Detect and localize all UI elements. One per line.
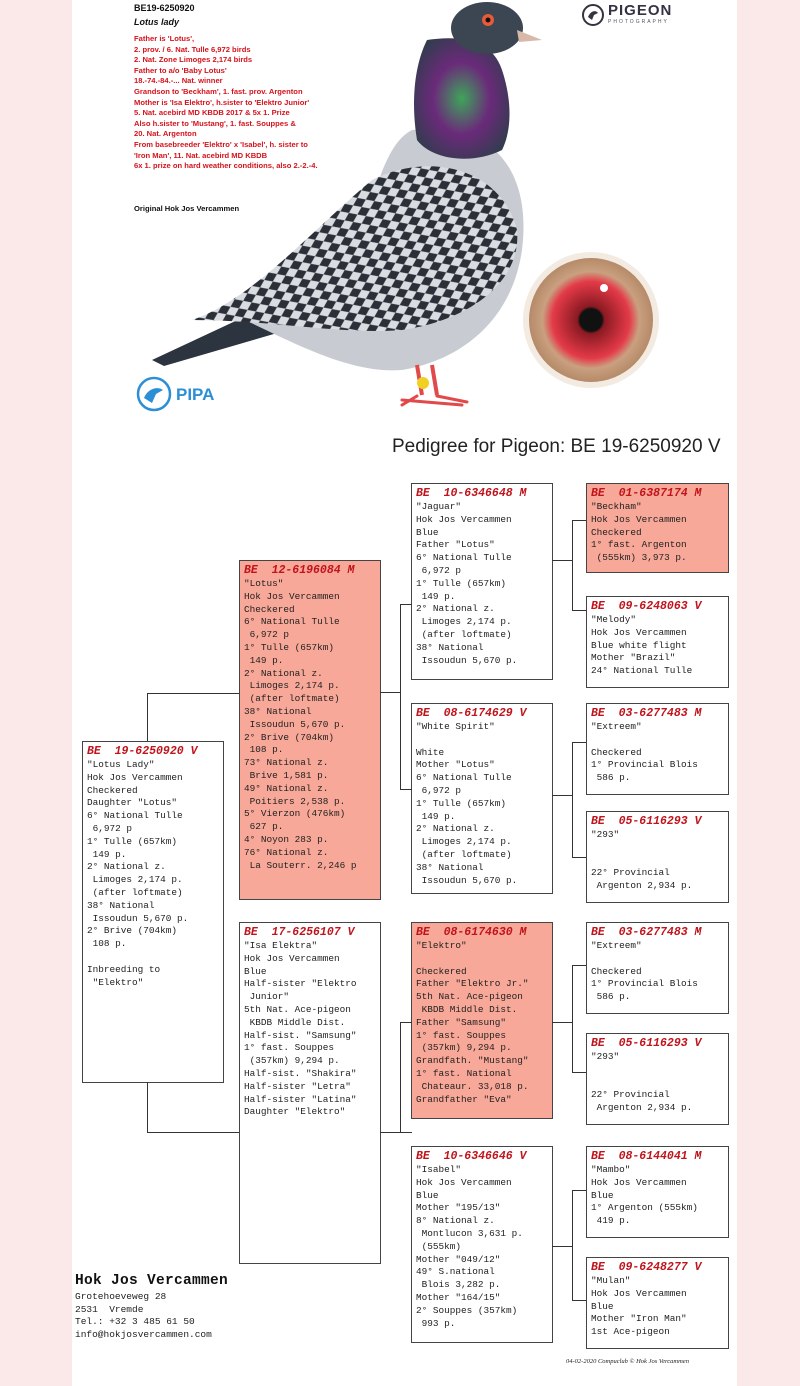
pedigree-line: Hok Jos Vercammen bbox=[87, 771, 183, 783]
pedigree-line: 1° fast. Souppes bbox=[244, 1042, 335, 1054]
pedigree-line: Father "Elektro Jr." bbox=[416, 978, 529, 990]
pedigree-line: 6,972 p bbox=[244, 629, 290, 641]
pedigree-box-ddd bbox=[586, 1257, 729, 1349]
pedigree-line: Argenton 2,934 p. bbox=[591, 880, 693, 892]
pedigree-line: "293" bbox=[591, 1051, 620, 1062]
pedigree-line bbox=[591, 1064, 724, 1077]
pedigree-line: 1° Provincial Blois bbox=[591, 978, 698, 990]
pedigree-line: "Beckham" bbox=[591, 501, 642, 512]
address-line: info@hokjosvercammen.com bbox=[75, 1328, 212, 1340]
pedigree-ring-number: BE 17-6256107 V bbox=[244, 926, 355, 939]
pedigree-line bbox=[591, 1077, 724, 1090]
pedigree-line: Blois 3,282 p. bbox=[416, 1279, 501, 1291]
pedigree-box-ssd bbox=[586, 596, 729, 688]
pedigree-line: (after loftmate) bbox=[244, 693, 340, 705]
pedigree-line: White bbox=[416, 746, 445, 758]
pedigree-line: Hok Jos Vercammen bbox=[416, 1176, 512, 1188]
pedigree-line: Hok Jos Vercammen bbox=[591, 1287, 687, 1299]
pedigree-line: (555km) bbox=[416, 1240, 462, 1252]
logo-text-photography: PHOTOGRAPHY bbox=[608, 19, 669, 25]
pedigree-line: La Souterr. 2,246 p bbox=[244, 859, 357, 871]
bird-origin: Original Hok Jos Vercammen bbox=[134, 204, 240, 213]
pedigree-line: 6° National Tulle bbox=[244, 616, 340, 628]
pedigree-line: Chateaur. 33,018 p. bbox=[416, 1080, 529, 1092]
address-line: 2531 Vremde bbox=[75, 1303, 144, 1315]
pipa-logo-text: PIPA bbox=[176, 385, 215, 404]
pedigree-line: 6,972 p bbox=[416, 564, 462, 576]
pedigree-box-dam bbox=[239, 922, 381, 1264]
pedigree-line: 24° National Tulle bbox=[591, 665, 693, 677]
pedigree-line: 5° Vierzon (476km) bbox=[244, 808, 346, 820]
pedigree-line bbox=[591, 842, 724, 855]
pedigree-line: Limoges 2,174 p. bbox=[87, 874, 183, 886]
pedigree-line: 76° National z. bbox=[244, 846, 329, 858]
bird-ring-number: BE19-6250920 bbox=[134, 3, 195, 13]
info-line: 20. Nat. Argenton bbox=[134, 129, 197, 139]
pedigree-line: "Mambo" bbox=[591, 1164, 631, 1175]
pedigree-line: Hok Jos Vercammen bbox=[591, 513, 687, 525]
pedigree-line: 38° National bbox=[87, 899, 155, 911]
pedigree-line: 6,972 p bbox=[87, 822, 133, 834]
pedigree-line: Limoges 2,174 p. bbox=[416, 836, 512, 848]
pedigree-line: 1° Provincial Blois bbox=[591, 759, 698, 771]
pedigree-line: Father "Samsung" bbox=[416, 1016, 507, 1028]
info-line: 18.-74.-84.-... Nat. winner bbox=[134, 76, 223, 86]
pedigree-line: (after loftmate) bbox=[416, 848, 512, 860]
pedigree-line bbox=[416, 734, 548, 747]
pedigree-line: Argenton 2,934 p. bbox=[591, 1102, 693, 1114]
pedigree-line: Blue bbox=[416, 1189, 439, 1201]
pedigree-line: Blue white flight bbox=[591, 639, 687, 651]
pedigree-line: Mother "049/12" bbox=[416, 1253, 501, 1265]
pedigree-line: 4° Noyon 283 p. bbox=[244, 833, 329, 845]
pedigree-line: (after loftmate) bbox=[87, 886, 183, 898]
pedigree-line: "Isa Elektra" bbox=[244, 940, 318, 951]
pedigree-ring-number: BE 12-6196084 M bbox=[244, 564, 355, 577]
pedigree-line: Blue bbox=[416, 526, 439, 538]
pedigree-line: KBDB Middle Dist. bbox=[416, 1003, 518, 1015]
pedigree-line: (after loftmate) bbox=[416, 628, 512, 640]
pedigree-line: "Isabel" bbox=[416, 1164, 462, 1175]
pedigree-line: Checkered bbox=[591, 746, 642, 758]
pipa-logo bbox=[136, 376, 215, 417]
pedigree-line: Hok Jos Vercammen bbox=[244, 590, 340, 602]
pedigree-line: 1° fast. National bbox=[416, 1067, 512, 1079]
pedigree-line: Checkered bbox=[591, 526, 642, 538]
pedigree-line: 1° Tulle (657km) bbox=[416, 577, 507, 589]
pedigree-line: 2° National z. bbox=[244, 667, 323, 679]
pedigree-line: 38° National bbox=[416, 861, 484, 873]
pedigree-box-sds bbox=[586, 703, 729, 795]
pedigree-line: 586 p. bbox=[591, 772, 631, 784]
pedigree-line: 108 p. bbox=[244, 744, 284, 756]
pedigree-line: Hok Jos Vercammen bbox=[591, 626, 687, 638]
pedigree-ring-number: BE 01-6387174 M bbox=[591, 487, 702, 500]
leg-band bbox=[417, 377, 429, 389]
address-line: Tel.: +32 3 485 61 50 bbox=[75, 1316, 195, 1328]
pedigree-ring-number: BE 08-6144041 M bbox=[591, 1150, 702, 1163]
breeder-name: Hok Jos Vercammen bbox=[75, 1273, 229, 1289]
pedigree-ring-number: BE 03-6277483 M bbox=[591, 707, 702, 720]
pedigree-line: Hok Jos Vercammen bbox=[591, 1176, 687, 1188]
bird-info-list bbox=[134, 34, 394, 172]
info-line: Father is 'Lotus', bbox=[134, 34, 195, 43]
info-line: 6x 1. prize on hard weather conditions, also 2.-2.-4. bbox=[134, 161, 318, 171]
pedigree-line: 6° National Tulle bbox=[416, 552, 512, 564]
pedigree-line: Checkered bbox=[416, 965, 467, 977]
pedigree-line: Mother "Brazil" bbox=[591, 652, 676, 664]
info-line: 2. Nat. Zone Limoges 2,174 birds bbox=[134, 55, 253, 65]
pedigree-line: Montlucon 3,631 p. bbox=[416, 1227, 523, 1239]
info-line: 'Iron Man', 11. Nat. acebird MD KBDB bbox=[134, 150, 268, 160]
pedigree-ring-number: BE 10-6346646 V bbox=[416, 1150, 527, 1163]
info-line: Also h.sister to 'Mustang', 1. fast. Souppes & bbox=[134, 118, 296, 128]
pedigree-line: 1° Tulle (657km) bbox=[416, 797, 507, 809]
info-line: 2. prov. / 6. Nat. Tulle 6,972 birds bbox=[134, 44, 251, 54]
pedigree-line: (555km) 3,973 p. bbox=[591, 552, 687, 564]
pedigree-line: Grandfather "Eva" bbox=[416, 1093, 512, 1105]
pigeon-logo-icon bbox=[582, 4, 604, 26]
pedigree-line: Issoudun 5,670 p. bbox=[244, 718, 346, 730]
pedigree-line: Half-sister "Elektro bbox=[244, 978, 357, 990]
pedigree-line: Daughter "Elektro" bbox=[244, 1106, 346, 1118]
info-line: 5. Nat. acebird MD KBDB 2017 & 5x 1. Prize bbox=[134, 108, 290, 118]
pedigree-ring-number: BE 19-6250920 V bbox=[87, 745, 198, 758]
pedigree-line: KBDB Middle Dist. bbox=[244, 1016, 346, 1028]
pedigree-line: 22° Provincial bbox=[591, 1089, 670, 1101]
pedigree-box-dss bbox=[586, 922, 729, 1014]
pedigree-line: 38° National bbox=[244, 705, 312, 717]
eye-closeup bbox=[529, 258, 653, 382]
pedigree-box-sss bbox=[586, 483, 729, 573]
pedigree-line: Checkered bbox=[591, 965, 642, 977]
print-note: 04-02-2020 Compuclub © Hok Jos Vercammen bbox=[566, 1358, 689, 1365]
breeder-address bbox=[75, 1291, 228, 1341]
pedigree-line: Half-sist. "Samsung" bbox=[244, 1029, 357, 1041]
pedigree-line: 1° fast. Argenton bbox=[591, 539, 687, 551]
bird-name: Lotus lady bbox=[134, 17, 180, 27]
pedigree-line: "Jaguar" bbox=[416, 501, 462, 512]
pedigree-box-dsd bbox=[586, 1033, 729, 1125]
pedigree-line: "White Spirit" bbox=[416, 721, 495, 732]
pedigree-line: 49° National z. bbox=[244, 782, 329, 794]
pedigree-line: 1° Tulle (657km) bbox=[244, 641, 335, 653]
pedigree-line: 149 p. bbox=[416, 590, 456, 602]
pedigree-line: 2° National z. bbox=[87, 861, 166, 873]
pedigree-line: 22° Provincial bbox=[591, 867, 670, 879]
pedigree-line: 1st Ace-pigeon bbox=[591, 1326, 670, 1338]
pedigree-line: Blue bbox=[591, 1300, 614, 1312]
pedigree-line: "Lotus" bbox=[244, 578, 284, 589]
pedigree-line: (357km) 9,294 p. bbox=[416, 1042, 512, 1054]
pedigree-line: Issoudun 5,670 p. bbox=[416, 654, 518, 666]
pedigree-line: 38° National bbox=[416, 641, 484, 653]
pedigree-line: Mother "Lotus" bbox=[416, 759, 495, 771]
info-line: Grandson to 'Beckham', 1. fast. prov. Argenton bbox=[134, 86, 303, 96]
pedigree-line: Father "Lotus" bbox=[416, 539, 495, 551]
pedigree-line: Hok Jos Vercammen bbox=[244, 952, 340, 964]
pedigree-line: 149 p. bbox=[87, 848, 127, 860]
pedigree-line: Checkered bbox=[244, 603, 295, 615]
pedigree-title: Pedigree for Pigeon: BE 19-6250920 V bbox=[392, 436, 721, 457]
pedigree-line: 2° National z. bbox=[416, 823, 495, 835]
pedigree-line: 586 p. bbox=[591, 991, 631, 1003]
pedigree-line: "293" bbox=[591, 829, 620, 840]
pedigree-line: (357km) 9,294 p. bbox=[244, 1055, 340, 1067]
pedigree-line: 1° Argenton (555km) bbox=[591, 1202, 698, 1214]
pedigree-line bbox=[591, 953, 724, 966]
pedigree-line: Junior" bbox=[244, 991, 290, 1003]
pedigree-line: 149 p. bbox=[416, 810, 456, 822]
pedigree-box-ss bbox=[411, 483, 553, 680]
pedigree-ring-number: BE 09-6248277 V bbox=[591, 1261, 702, 1274]
pedigree-line: 108 p. bbox=[87, 938, 127, 950]
pedigree-line bbox=[416, 953, 548, 966]
pedigree-line: Grandfath. "Mustang" bbox=[416, 1055, 529, 1067]
pedigree-line: 1° Tulle (657km) bbox=[87, 835, 178, 847]
pedigree-ring-number: BE 08-6174630 M bbox=[416, 926, 527, 939]
pedigree-line: Issoudun 5,670 p. bbox=[416, 874, 518, 886]
pedigree-line: Mother "164/15" bbox=[416, 1291, 501, 1303]
pedigree-line bbox=[591, 855, 724, 868]
pedigree-line: 2° Brive (704km) bbox=[244, 731, 335, 743]
pedigree-line: Mother "195/13" bbox=[416, 1202, 501, 1214]
pedigree-line: 6,972 p bbox=[416, 784, 462, 796]
pedigree-line: 6° National Tulle bbox=[87, 810, 183, 822]
pedigree-line: 149 p. bbox=[244, 654, 284, 666]
pipa-bird-icon bbox=[136, 376, 172, 412]
pedigree-line bbox=[87, 951, 219, 964]
address-line: Grotehoeveweg 28 bbox=[75, 1291, 167, 1302]
pedigree-line: Issoudun 5,670 p. bbox=[87, 912, 189, 924]
logo-text-pigeon: PIGEON bbox=[608, 2, 673, 19]
pedigree-line: "Extreem" bbox=[591, 721, 642, 732]
pedigree-box-sdd bbox=[586, 811, 729, 903]
pedigree-line: 2° Souppes (357km) bbox=[416, 1304, 518, 1316]
pedigree-line bbox=[591, 734, 724, 747]
pedigree-box-sd bbox=[411, 703, 553, 894]
pedigree-line: "Elektro" bbox=[87, 976, 144, 988]
pedigree-line: "Mulan" bbox=[591, 1275, 631, 1286]
pedigree-line: 49° S.national bbox=[416, 1266, 495, 1278]
pedigree-line: Blue bbox=[244, 965, 267, 977]
pedigree-line: 5th Nat. Ace-pigeon bbox=[416, 991, 523, 1003]
pedigree-line: 8° National z. bbox=[416, 1215, 495, 1227]
pedigree-line: Half-sister "Letra" bbox=[244, 1080, 351, 1092]
pedigree-line: Brive 1,581 p. bbox=[244, 769, 329, 781]
pedigree-line: 2° Brive (704km) bbox=[87, 925, 178, 937]
pedigree-line: Blue bbox=[591, 1189, 614, 1201]
info-line: Father to a/o 'Baby Lotus' bbox=[134, 65, 227, 75]
pedigree-line: Half-sister "Latina" bbox=[244, 1093, 357, 1105]
pedigree-line: "Extreem" bbox=[591, 940, 642, 951]
pedigree-line: 993 p. bbox=[416, 1317, 456, 1329]
pedigree-line: 73° National z. bbox=[244, 757, 329, 769]
pedigree-line: Limoges 2,174 p. bbox=[244, 680, 340, 692]
info-line: From basebreeder 'Elektro' x 'Isabel', h. sister to bbox=[134, 139, 308, 149]
pedigree-line: Inbreeding to bbox=[87, 963, 161, 975]
pedigree-box-sire bbox=[239, 560, 381, 900]
pedigree-ring-number: BE 03-6277483 M bbox=[591, 926, 702, 939]
pedigree-line: Poitiers 2,538 p. bbox=[244, 795, 346, 807]
pedigree-line: Daughter "Lotus" bbox=[87, 797, 178, 809]
pedigree-line: Mother "Iron Man" bbox=[591, 1313, 687, 1325]
pedigree-box-dd bbox=[411, 1146, 553, 1343]
pedigree-line: "Melody" bbox=[591, 614, 637, 625]
pedigree-ring-number: BE 08-6174629 V bbox=[416, 707, 527, 720]
pedigree-box-dds bbox=[586, 1146, 729, 1238]
pedigree-line: Limoges 2,174 p. bbox=[416, 616, 512, 628]
pedigree-line: 6° National Tulle bbox=[416, 772, 512, 784]
pedigree-line: 627 p. bbox=[244, 821, 284, 833]
breeder-contact bbox=[75, 1273, 228, 1341]
pedigree-box-ds bbox=[411, 922, 553, 1119]
pedigree-line: 419 p. bbox=[591, 1215, 631, 1227]
pedigree-box-subject bbox=[82, 741, 224, 1083]
pedigree-line: 1° fast. Souppes bbox=[416, 1029, 507, 1041]
pedigree-line: "Lotus Lady" bbox=[87, 759, 155, 770]
pedigree-ring-number: BE 10-6346648 M bbox=[416, 487, 527, 500]
pedigree-line: Checkered bbox=[87, 784, 138, 796]
pedigree-line: Hok Jos Vercammen bbox=[416, 513, 512, 525]
pedigree-line: "Elektro" bbox=[416, 940, 467, 951]
pedigree-line: 2° National z. bbox=[416, 603, 495, 615]
pedigree-ring-number: BE 05-6116293 V bbox=[591, 1037, 702, 1050]
pedigree-ring-number: BE 09-6248063 V bbox=[591, 600, 702, 613]
pedigree-line: 5th Nat. Ace-pigeon bbox=[244, 1003, 351, 1015]
info-line: Mother is 'Isa Elektro', h.sister to 'Elektro Junior' bbox=[134, 97, 310, 107]
pedigree-line: Half-sist. "Shakira" bbox=[244, 1067, 357, 1079]
pedigree-ring-number: BE 05-6116293 V bbox=[591, 815, 702, 828]
